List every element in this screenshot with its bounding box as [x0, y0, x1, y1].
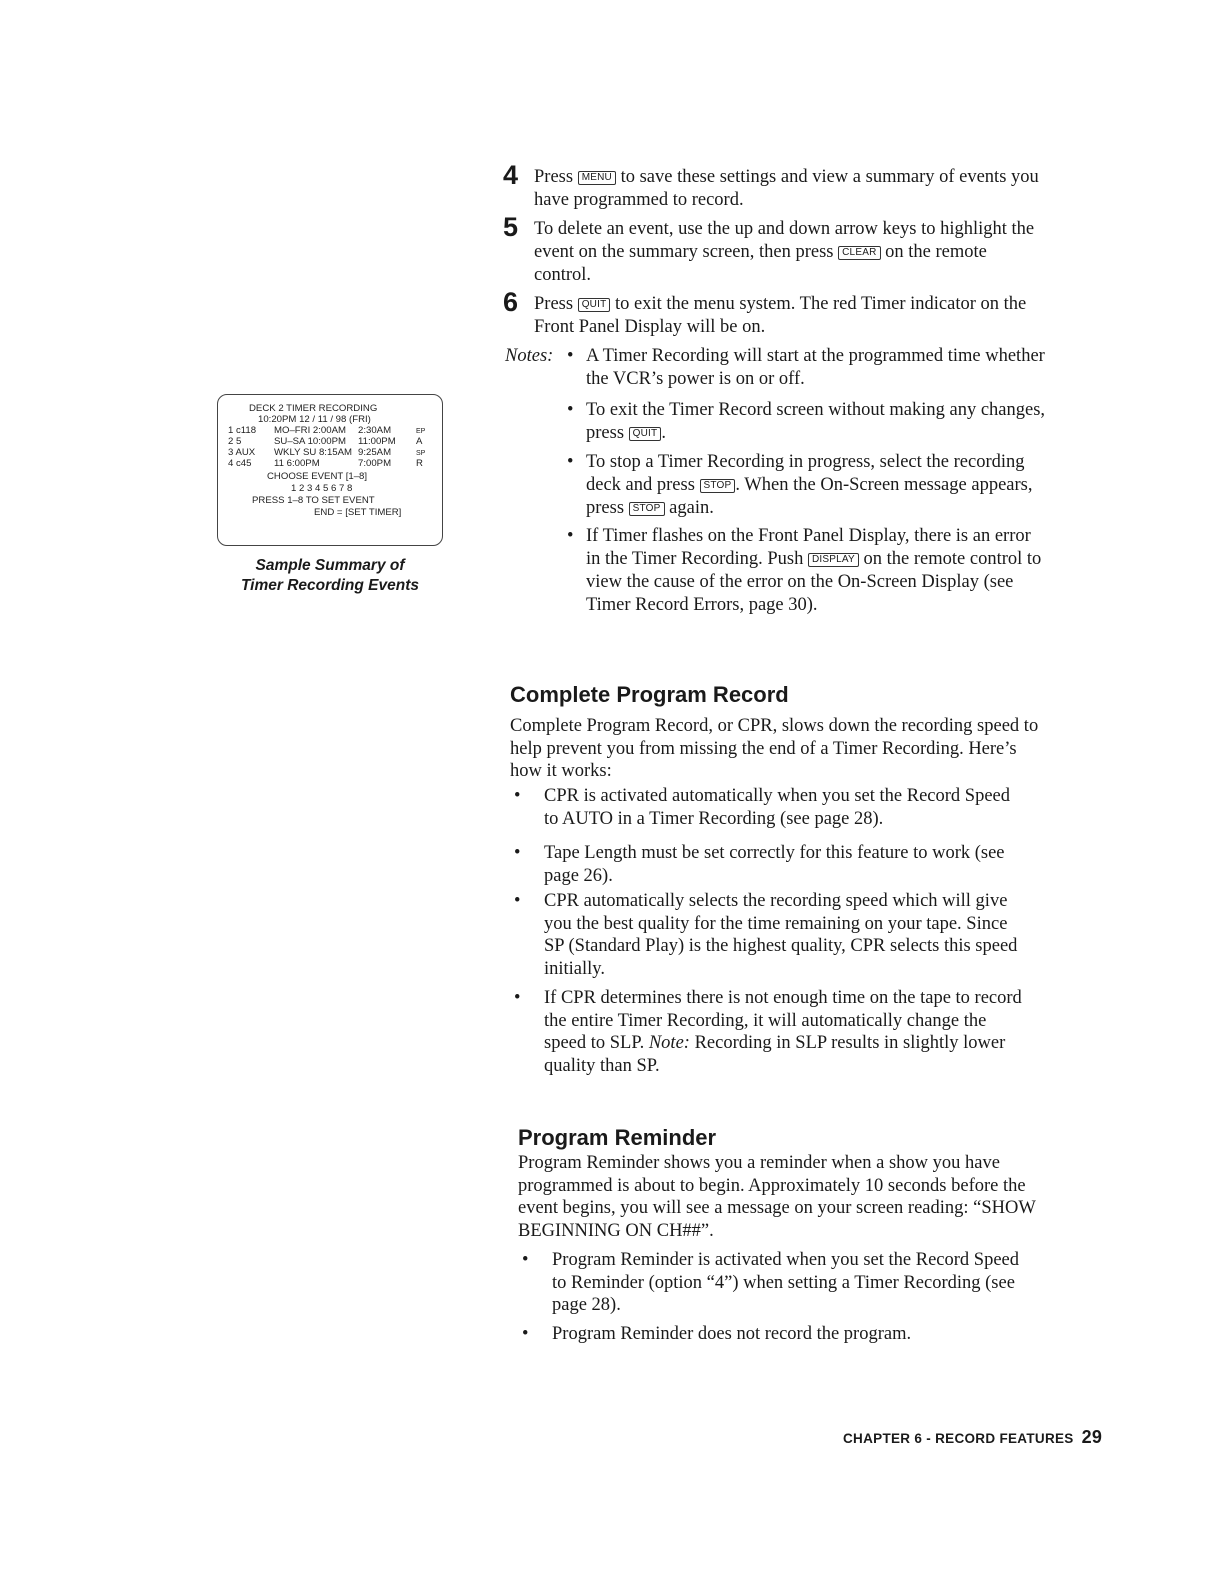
note-text-part: . When the On-Screen message appears, press	[586, 475, 1033, 518]
cpr-bullet	[514, 842, 1024, 887]
osd-event-row	[228, 458, 438, 469]
reminder-bullet	[522, 1249, 1032, 1317]
stop-key-icon: STOP	[629, 502, 665, 516]
timer-summary-screen	[217, 394, 443, 546]
bullet-icon: •	[567, 452, 574, 472]
caption-line: Sample Summary of	[255, 557, 405, 574]
osd-speed: A	[416, 436, 423, 447]
osd-end: 9:25AM	[358, 447, 392, 458]
osd-end: 2:30AM	[358, 425, 392, 436]
caption-line: Timer Recording Events	[240, 577, 419, 594]
bullet-icon: •	[567, 526, 574, 546]
note-text: A Timer Recording will start at the programmed time whether the VCR’s power is on or off.	[586, 346, 1045, 389]
bullet-text: CPR is activated automatically when you set the Record Speed to AUTO in a Timer Recording (see page 28).	[544, 786, 1010, 829]
osd-start: SU–SA 10:00PM	[274, 436, 346, 447]
step-text-part: Press	[534, 167, 578, 187]
figure-caption	[200, 556, 460, 596]
note-item	[567, 345, 1047, 391]
osd-choose: CHOOSE EVENT [1–8]	[267, 471, 368, 482]
note-item	[567, 525, 1047, 617]
step-5	[503, 212, 1048, 287]
menu-key-icon: MENU	[578, 171, 616, 185]
osd-speed: R	[416, 458, 423, 469]
osd-channel: 2 5	[228, 436, 242, 447]
osd-channel: 4 c45	[228, 458, 252, 469]
osd-speed: SP	[416, 450, 426, 457]
display-key-icon: DISPLAY	[808, 553, 859, 567]
bullet-text-part: Recording in SLP results in slightly lower quality than SP.	[544, 1033, 1006, 1076]
step-text-part: Press	[534, 294, 578, 314]
stop-key-icon: STOP	[700, 479, 736, 493]
osd-press: PRESS 1–8 TO SET EVENT	[252, 495, 375, 506]
bullet-text-part: If CPR determines there is not enough time on the tape to record the entire Timer Recording, it will automatically change the speed to SLP.	[544, 988, 1022, 1053]
quit-key-icon: QUIT	[629, 427, 662, 441]
cpr-bullet	[514, 890, 1024, 980]
note-item	[567, 451, 1047, 520]
note-text-part: .	[661, 423, 666, 443]
section-heading-reminder: Program Reminder	[518, 1125, 717, 1150]
bullet-icon: •	[514, 891, 521, 911]
note-text	[586, 399, 1047, 445]
reminder-intro: Program Reminder shows you a reminder when a show you have programmed is about to begin. Approximately 10 seconds before the event begins, you will see a message on your screen reading: “SHOW BEGINNING ON CH##”.	[518, 1153, 1036, 1241]
step-text	[534, 218, 1048, 287]
step-text-part: to save these settings and view a summary of events you have programmed to record.	[534, 167, 1039, 210]
step-number: 5	[503, 212, 519, 242]
bullet-text: Tape Length must be set correctly for this feature to work (see page 26).	[544, 843, 1005, 886]
note-text	[586, 451, 1047, 520]
clear-key-icon: CLEAR	[838, 246, 880, 260]
bullet-text: CPR automatically selects the recording speed which will give you the best quality for the time remaining on your tape. Since SP (Standard Play) is the highest quality, CPR selects this speed initially.	[544, 891, 1018, 979]
osd-title: DECK 2 TIMER RECORDING	[249, 403, 378, 414]
step-number: 4	[503, 160, 519, 190]
notes-label: Notes:	[505, 346, 554, 366]
bullet-icon: •	[567, 400, 574, 420]
note-text-part: If Timer flashes on the Front Panel Display, there is an error in the Timer Recording. Push	[586, 526, 1031, 569]
osd-end-line: END = [SET TIMER]	[314, 507, 402, 518]
bullet-icon: •	[522, 1324, 529, 1344]
page-number: 29	[1081, 1427, 1103, 1447]
bullet-icon: •	[514, 988, 521, 1008]
bullet-text: Program Reminder does not record the program.	[552, 1324, 912, 1344]
bullet-icon: •	[514, 786, 521, 806]
note-text-part: again.	[664, 498, 714, 518]
osd-start: 11 6:00PM	[274, 458, 320, 469]
osd-speed: EP	[416, 428, 426, 435]
bullet-text	[544, 987, 1024, 1077]
bullet-icon: •	[522, 1250, 529, 1270]
reminder-bullet	[522, 1323, 1032, 1346]
step-text	[534, 293, 1048, 339]
note-item	[567, 399, 1047, 445]
step-4	[503, 160, 1048, 212]
footer-chapter: CHAPTER 6 - RECORD FEATURES	[843, 1431, 1074, 1446]
cpr-bullet	[514, 987, 1024, 1077]
section-heading-cpr: Complete Program Record	[510, 682, 789, 707]
osd-datetime: 10:20PM 12 / 11 / 98 (FRI)	[258, 414, 371, 425]
step-6	[503, 287, 1048, 339]
bullet-icon: •	[567, 346, 574, 366]
osd-channel: 1 c118	[228, 425, 257, 436]
osd-event-row	[228, 436, 438, 447]
quit-key-icon: QUIT	[578, 298, 611, 312]
note-text	[586, 525, 1047, 617]
step-text	[534, 166, 1048, 212]
osd-start: MO–FRI 2:00AM	[274, 425, 346, 436]
osd-channel: 3 AUX	[228, 447, 256, 458]
cpr-intro: Complete Program Record, or CPR, slows down the recording speed to help prevent you from missing the end of a Timer Recording. Here’s how it works:	[510, 716, 1039, 781]
osd-end: 7:00PM	[358, 458, 392, 469]
step-text-part: To delete an event, use the up and down arrow keys to highlight the event on the summary screen, then press	[534, 219, 1035, 262]
cpr-bullet	[514, 785, 1024, 830]
bullet-icon: •	[514, 843, 521, 863]
inline-note-label: Note:	[648, 1033, 690, 1053]
osd-end: 11:00PM	[358, 436, 396, 447]
osd-digits: 1 2 3 4 5 6 7 8	[291, 483, 353, 494]
bullet-text: Program Reminder is activated when you set the Record Speed to Reminder (option “4”) when setting a Timer Recording (see page 28).	[552, 1250, 1019, 1315]
note-text-part: on the remote control to view the cause of the error on the On-Screen Display (see Timer Record Errors, page 30).	[586, 549, 1042, 615]
page-footer	[843, 1428, 1102, 1448]
step-text-part: to exit the menu system. The red Timer indicator on the Front Panel Display will be on.	[534, 294, 1027, 337]
osd-start: WKLY SU 8:15AM	[274, 447, 353, 458]
note-text-part: To exit the Timer Record screen without making any changes, press	[586, 400, 1046, 443]
step-number: 6	[503, 287, 519, 317]
step-text-part: on the remote control.	[534, 242, 987, 285]
note-text-part: To stop a Timer Recording in progress, select the recording deck and press	[586, 452, 1025, 495]
